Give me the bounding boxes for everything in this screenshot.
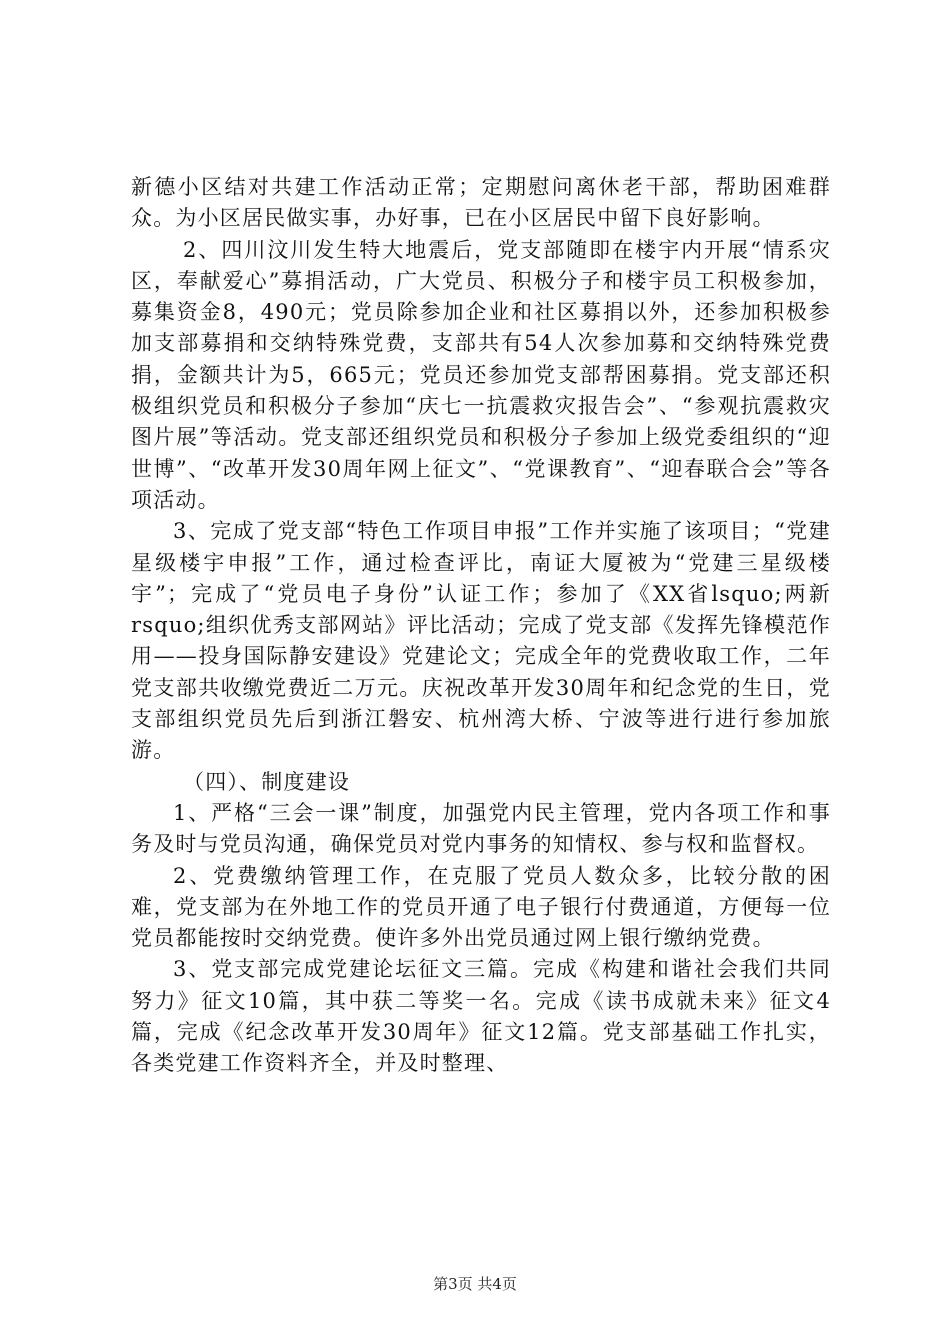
paragraph-item-3: 3、完成了党支部“特色工作项目申报”工作并实施了该项目；“党建星级楼宇申报”工作，通过检查评比，南证大厦被为“党建三星级楼宇”；完成了“党员电子身份”认证工作；参加了《XX省lsquo;两新rsquo;组织优秀支部网站》评比活动；完成了党支部《发挥先锋模范作用——投身国际静安建设》党建论文；完成全年的党费收取工作，二年党支部共收缴党费近二万元。庆祝改革开发30周年和纪念党的生日，党支部组织党员先后到浙江磐安、杭州湾大桥、宁波等进行进行参加旅游。: [131, 519, 831, 763]
paragraph-continuation: 新德小区结对共建工作活动正常；定期慰问离休老干部，帮助困难群众。为小区居民做实事，办好事，已在小区居民中留下良好影响。: [131, 175, 831, 231]
paragraph-rule-2: 2、党费缴纳管理工作，在克服了党员人数众多，比较分散的困难，党支部为在外地工作的党员开通了电子银行付费通道，方便每一位党员都能按时交纳党费。使许多外出党员通过网上银行缴纳党费。: [131, 863, 831, 951]
document-body: [131, 172, 831, 1080]
paragraph-rule-3: 3、党支部完成党建论坛征文三篇。完成《构建和谐社会我们共同努力》征文10篇，其中获二等奖一名。完成《读书成就未来》征文4篇，完成《纪念改革开发30周年》征文12篇。党支部基础工作扎实，各类党建工作资料齐全，并及时整理、: [131, 957, 831, 1076]
page-footer: 第3页 共4页: [433, 1275, 517, 1293]
section-heading-system-building: （四）、制度建设: [183, 769, 351, 794]
paragraph-rule-1: 1、严格“三会一课”制度，加强党内民主管理，党内各项工作和事务及时与党员沟通，确保党员对党内事务的知情权、参与权和监督权。: [131, 800, 831, 857]
paragraph-item-2: 2、四川汶川发生特大地震后，党支部随即在楼宇内开展“情系灾区，奉献爱心”募捐活动，广大党员、积极分子和楼宇员工积极参加，募集资金8，490元；党员除参加企业和社区募捐以外，还参加积极参加支部募捐和交纳特殊党费，支部共有54人次参加募和交纳特殊党费捐，金额共计为5，665元；党员还参加党支部帮困募捐。党支部还积极组织党员和积极分子参加“庆七一抗震救灾报告会”、“参观抗震救灾图片展”等活动。党支部还组织党员和积极分子参加上级党委组织的“迎世博”、“改革开发30周年网上征文”、“党课教育”、“迎春联合会”等各项活动。: [131, 237, 831, 512]
